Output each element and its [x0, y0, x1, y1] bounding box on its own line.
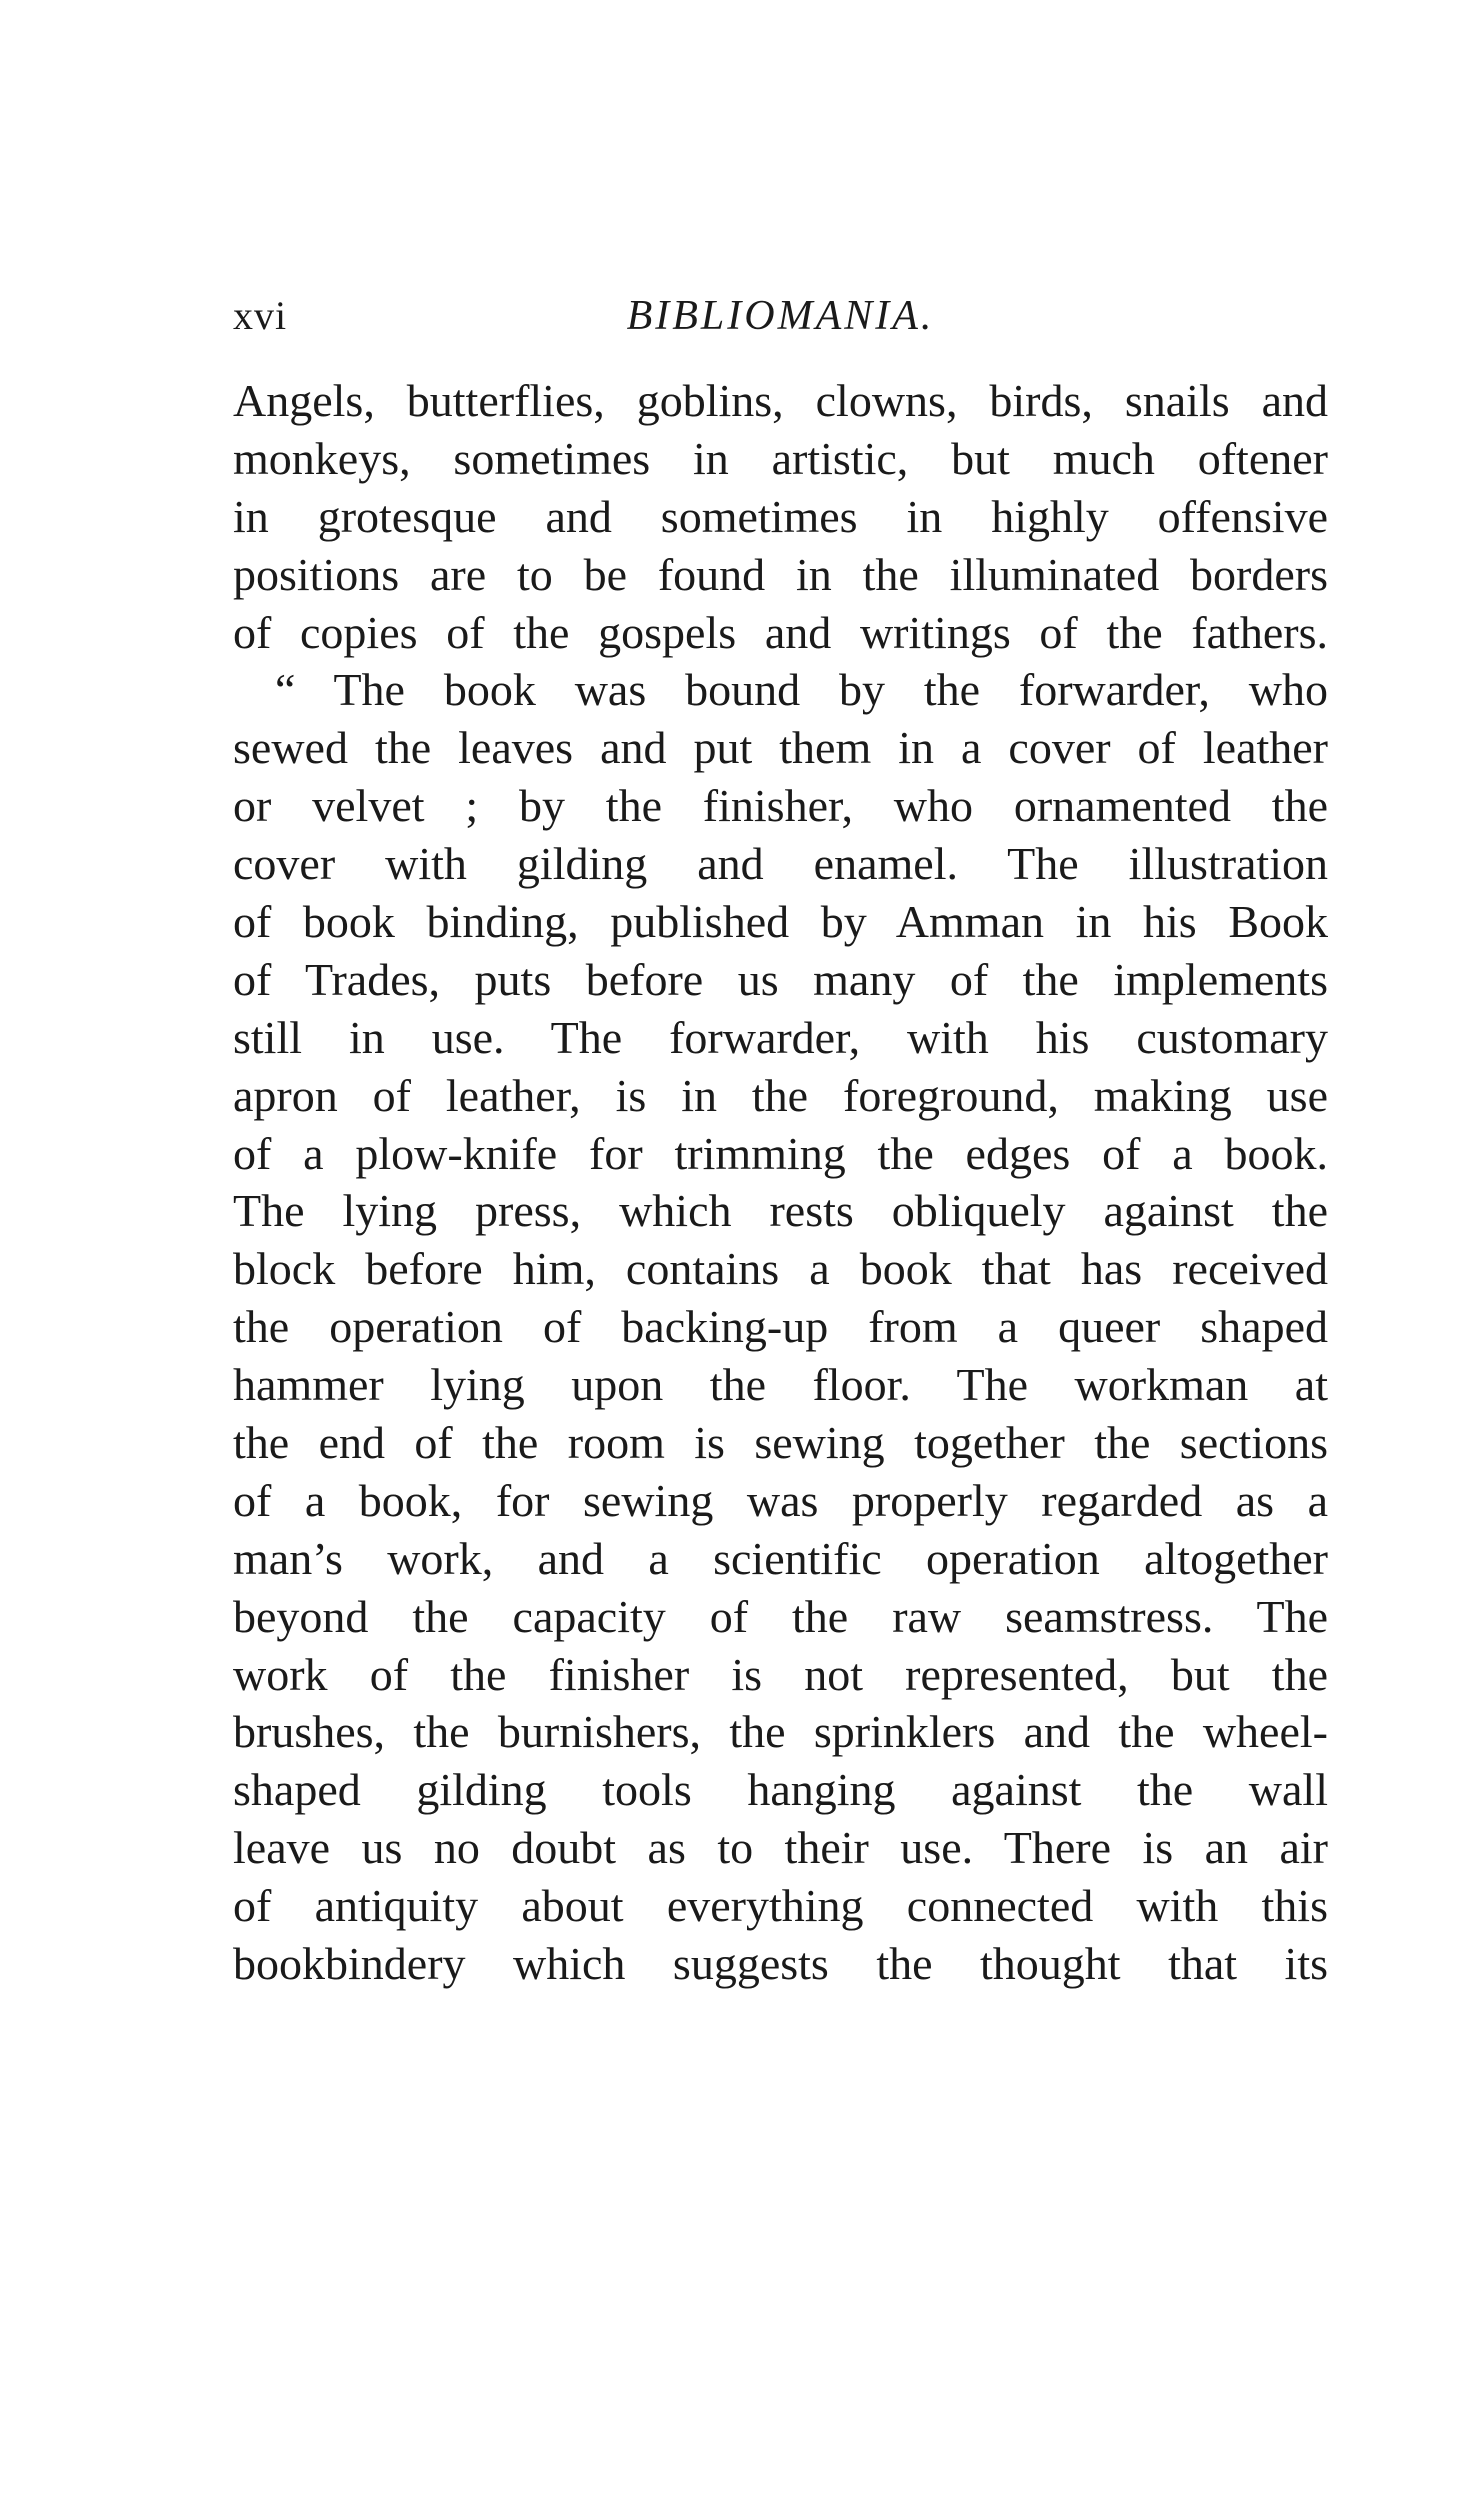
paragraph-start-line: “ The book was bound by the forwarder, who [275, 664, 1328, 716]
running-title: BIBLIOMANIA. [626, 293, 935, 339]
text-line: The lying press, which rests obliquely against the [233, 1185, 1328, 1237]
text-line: positions are to be found in the illuminated borders [233, 548, 1328, 600]
text-line: hammer lying upon the floor. The workman at [233, 1359, 1328, 1411]
text-line: of a book, for sewing was properly regarded as a [233, 1474, 1328, 1526]
text-line: shaped gilding tools hanging against the wall [233, 1764, 1328, 1816]
page-number: xvi [233, 293, 288, 338]
text-line: block before him, contains a book that has received [233, 1243, 1328, 1295]
text-line: of book binding, published by Amman in his Book [233, 896, 1328, 948]
text-line: Angels, butterflies, goblins, clowns, birds, snails and [233, 375, 1328, 426]
text-line: of a plow-knife for trimming the edges of a book. [233, 1127, 1328, 1179]
text-line: work of the finisher is not represented, but the [233, 1648, 1328, 1700]
text-line: in grotesque and sometimes in highly offensive [233, 490, 1328, 542]
text-line: bookbindery which suggests the thought that its [233, 1938, 1328, 1990]
text-line: apron of leather, is in the foreground, making use [233, 1069, 1328, 1121]
body-text [233, 372, 1328, 1993]
text-line: cover with gilding and enamel. The illustration [233, 838, 1328, 890]
text-line: of copies of the gospels and writings of the fathers. [233, 606, 1328, 658]
text-line: or velvet ; by the finisher, who ornamented the [233, 780, 1328, 832]
text-line: of Trades, puts before us many of the implements [233, 953, 1328, 1005]
text-line: man’s work, and a scientific operation altogether [233, 1532, 1328, 1584]
text-line: monkeys, sometimes in artistic, but much oftener [233, 432, 1328, 484]
text-line: still in use. The forwarder, with his customary [233, 1011, 1328, 1063]
text-line: the end of the room is sewing together the sections [233, 1417, 1328, 1469]
running-head [233, 288, 1328, 344]
text-line: beyond the capacity of the raw seamstress. The [233, 1590, 1328, 1642]
text-line: sewed the leaves and put them in a cover of leather [233, 722, 1328, 774]
text-line: brushes, the burnishers, the sprinklers and the wheel- [233, 1706, 1328, 1758]
text-line: of antiquity about everything connected with this [233, 1880, 1328, 1932]
text-line: the operation of backing-up from a queer shaped [233, 1301, 1328, 1353]
text-line: leave us no doubt as to their use. There is an air [233, 1822, 1328, 1874]
